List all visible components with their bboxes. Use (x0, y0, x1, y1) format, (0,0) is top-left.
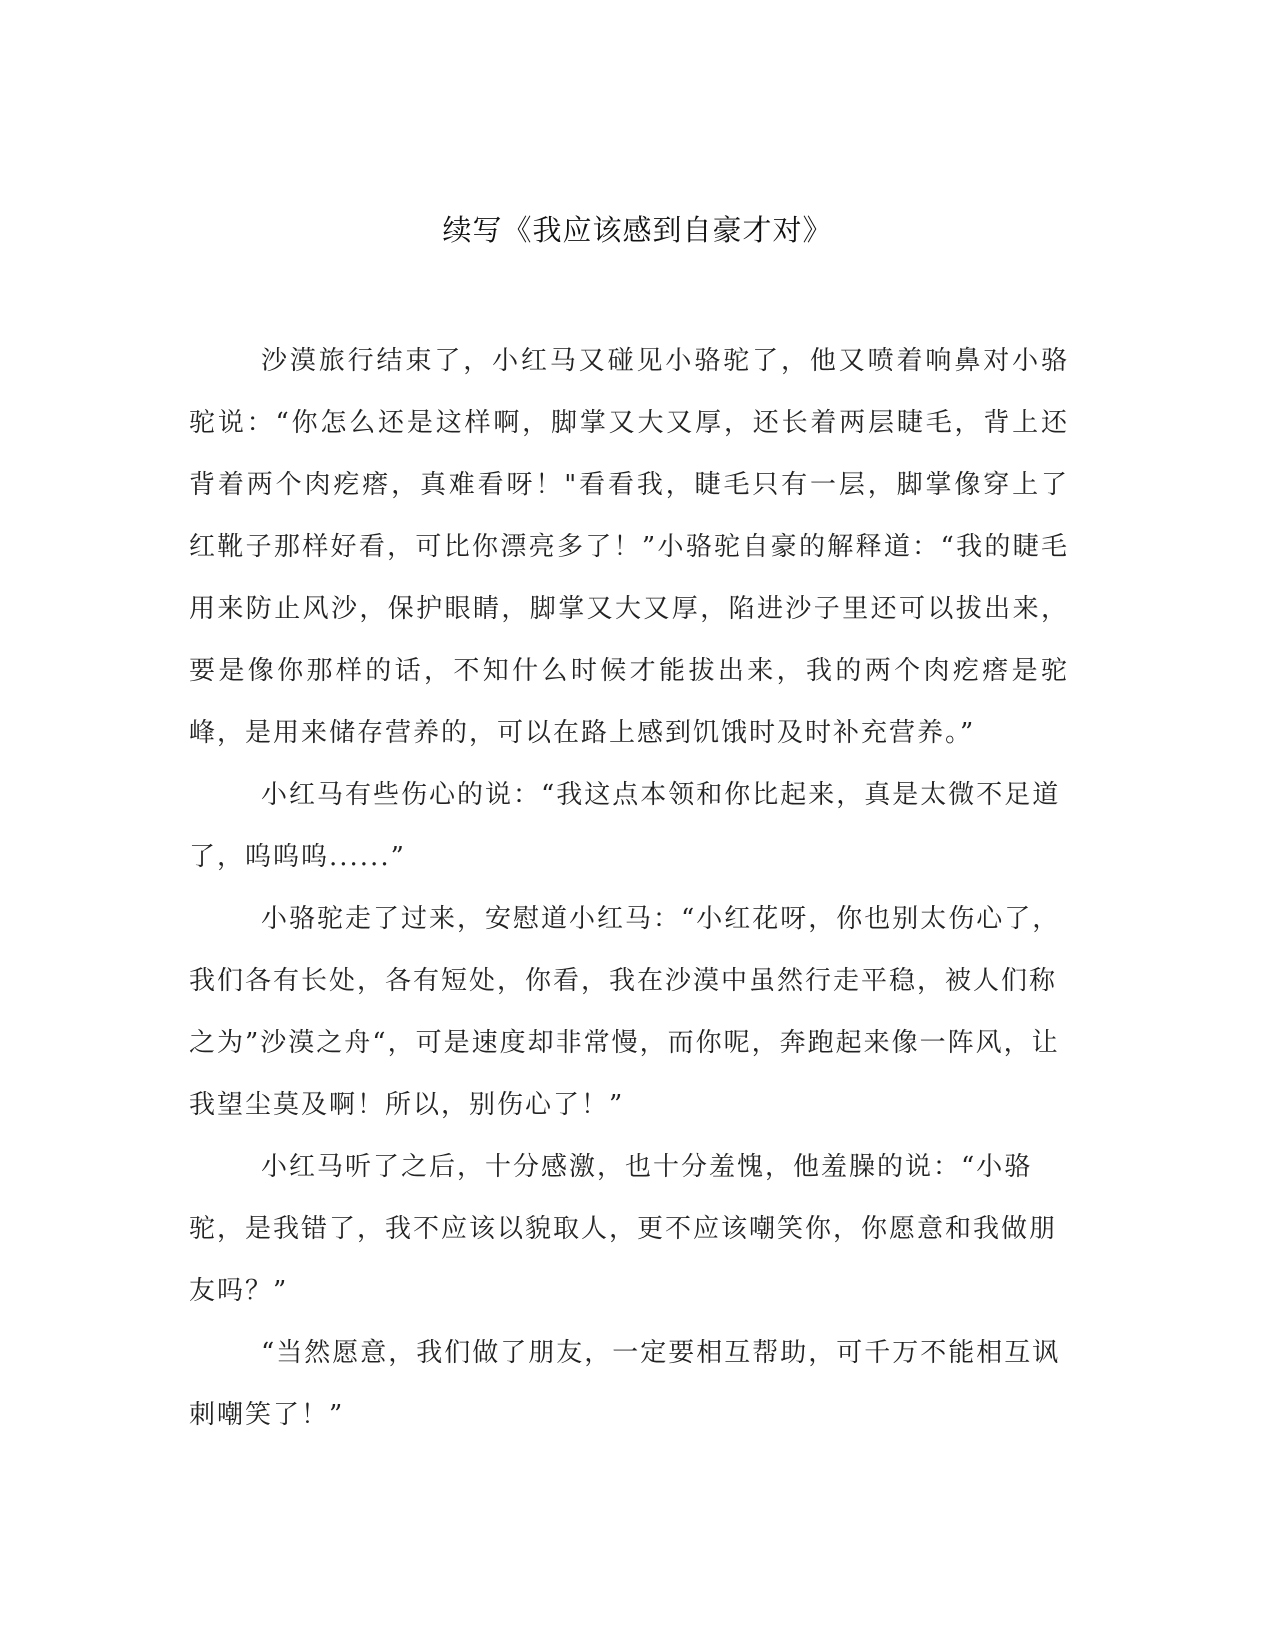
document-body (189, 330, 1069, 1446)
paragraph-1: 沙漠旅行结束了，小红马又碰见小骆驼了，他又喷着响鼻对小骆驼说：“你怎么还是这样啊，脚掌又大又厚，还长着两层睫毛，背上还背着两个肉疙瘩，真难看呀！"看看我，睫毛只有一层，脚掌像穿上了红靴子那样好看，可比你漂亮多了！”小骆驼自豪的解释道：“我的睫毛用来防止风沙，保护眼睛，脚掌又大又厚，陷进沙子里还可以拔出来，要是像你那样的话，不知什么时候才能拔出来，我的两个肉疙瘩是驼峰，是用来储存营养的，可以在路上感到饥饿时及时补充营养。” (189, 346, 1069, 748)
paragraph-4: 小红马听了之后，十分感激，也十分羞愧，他羞臊的说：“小骆驼，是我错了，我不应该以貌取人，更不应该嘲笑你，你愿意和我做朋友吗？” (189, 1152, 1058, 1306)
paragraph-3: 小骆驼走了过来，安慰道小红马：“小红花呀，你也别太伤心了，我们各有长处，各有短处，你看，我在沙漠中虽然行走平稳，被人们称之为”沙漠之舟“，可是速度却非常慢，而你呢，奔跑起来像一阵风，让我望尘莫及啊！所以，别伤心了！” (189, 904, 1061, 1120)
paragraph-5: “当然愿意，我们做了朋友，一定要相互帮助，可千万不能相互讽刺嘲笑了！” (189, 1338, 1061, 1430)
document-title: 续写《我应该感到自豪才对》 (442, 213, 833, 247)
paragraph-2: 小红马有些伤心的说：“我这点本领和你比起来，真是太微不足道了，呜呜呜......” (189, 780, 1061, 872)
